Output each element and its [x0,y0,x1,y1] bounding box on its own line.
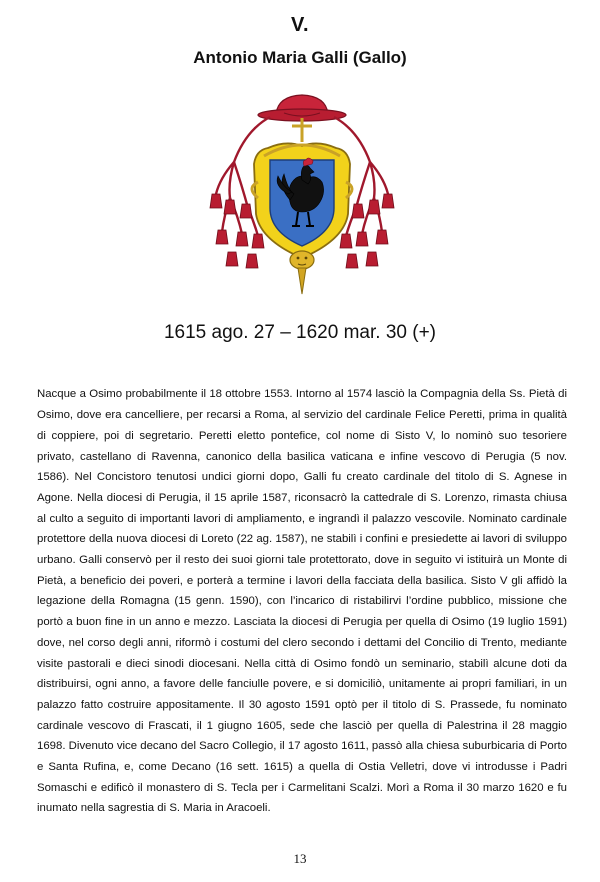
cardinal-name: Antonio Maria Galli (Gallo) [193,48,407,67]
coat-of-arms [198,90,408,300]
cross-icon [292,118,312,142]
mascaron [290,251,314,269]
galero-hat-icon [258,95,346,121]
chapter-number: V. [290,14,310,36]
page-number: 13 [293,851,307,866]
biography-text: Nacque a Osimo probabilmente il 18 ottobre 1553. Intorno al 1574 lasciò la Compagnia della Ss. Pietà di Osimo, dove era cancelliere, per recarsi a Roma, al servizio del cardinale Felice Peretti, prima in qualità di coppiere, poi di segretario. Peretti eletto pontefice, col nome di Sisto V, lo nominò suo tesoriere privato, castellano di Ravenna, canonico della basilica vaticana e infine vescovo di Perugia (5 nov. 1586). Nel Concistoro tenutosi undici giorni dopo, Galli fu creato cardinale del titolo di S. Agnese in Agone. Nella diocesi di Perugia, il 15 aprile 1587, riconsacrò la cattedrale di S. Lorenzo, rimasta chiusa al culto a seguito di importanti lavori di ampliamento, e ingrandì il palazzo vescovile. Nominato cardinale protettore della nuova diocesi di Loreto (22 ag. 1587), ne stabilì i confini e presiedette ai lavori di sviluppo urbano. Galli conservò per il resto dei suoi giorni tale protettorato, dove in seguito vi istituirà un Monte di Pietà, a beneficio dei poveri, e porterà a termine i lavori della facciata della basilica. Sisto V gli affidò la legazione della Romagna (15 genn. 1590), con l’incarico di ristabilirvi l’ordine pubblico, missione che portò a buon fine in un anno e mezzo. Lasciata la diocesi di Perugia per quella di Osimo (19 luglio 1591) dove, nel corso degli anni, riformò i costumi del clero secondo i dettami del Concilio di Trento, mediante visite pastorali e dieci sinodi diocesani. Nella città di Osimo fondò un seminario, stabilì alcune doti da distribuirsi, ogni anno, a favore delle fanciulle povere, e si domiciliò, unitamente ai propri familiari, in un palazzo fatto costruire appositamente. Il 30 agosto 1591 optò per il titolo di S. Prassede, fu nominato cardinale vescovo di Frascati, il 1 giugno 1605, sede che lasciò per quella di Palestrina il 28 maggio 1698. Divenuto vice decano del Sacro Collegio, il 17 agosto 1611, passò alla chiesa suburbicaria di Porto e Santa Rufina, e, come Decano (16 sett. 1615) a quella di Ostia Velletri, dove vi introdusse i Padri Somaschi e edificò il monastero di S. Tecla per i Carmelitani Scalzi. Morì a Roma il 30 marzo 1620 e fu inumato nella sagrestia di S. Maria in Aracoeli. [37,388,567,815]
episcopate-dates: 1615 ago. 27 – 1620 mar. 30 (+) [163,322,436,343]
